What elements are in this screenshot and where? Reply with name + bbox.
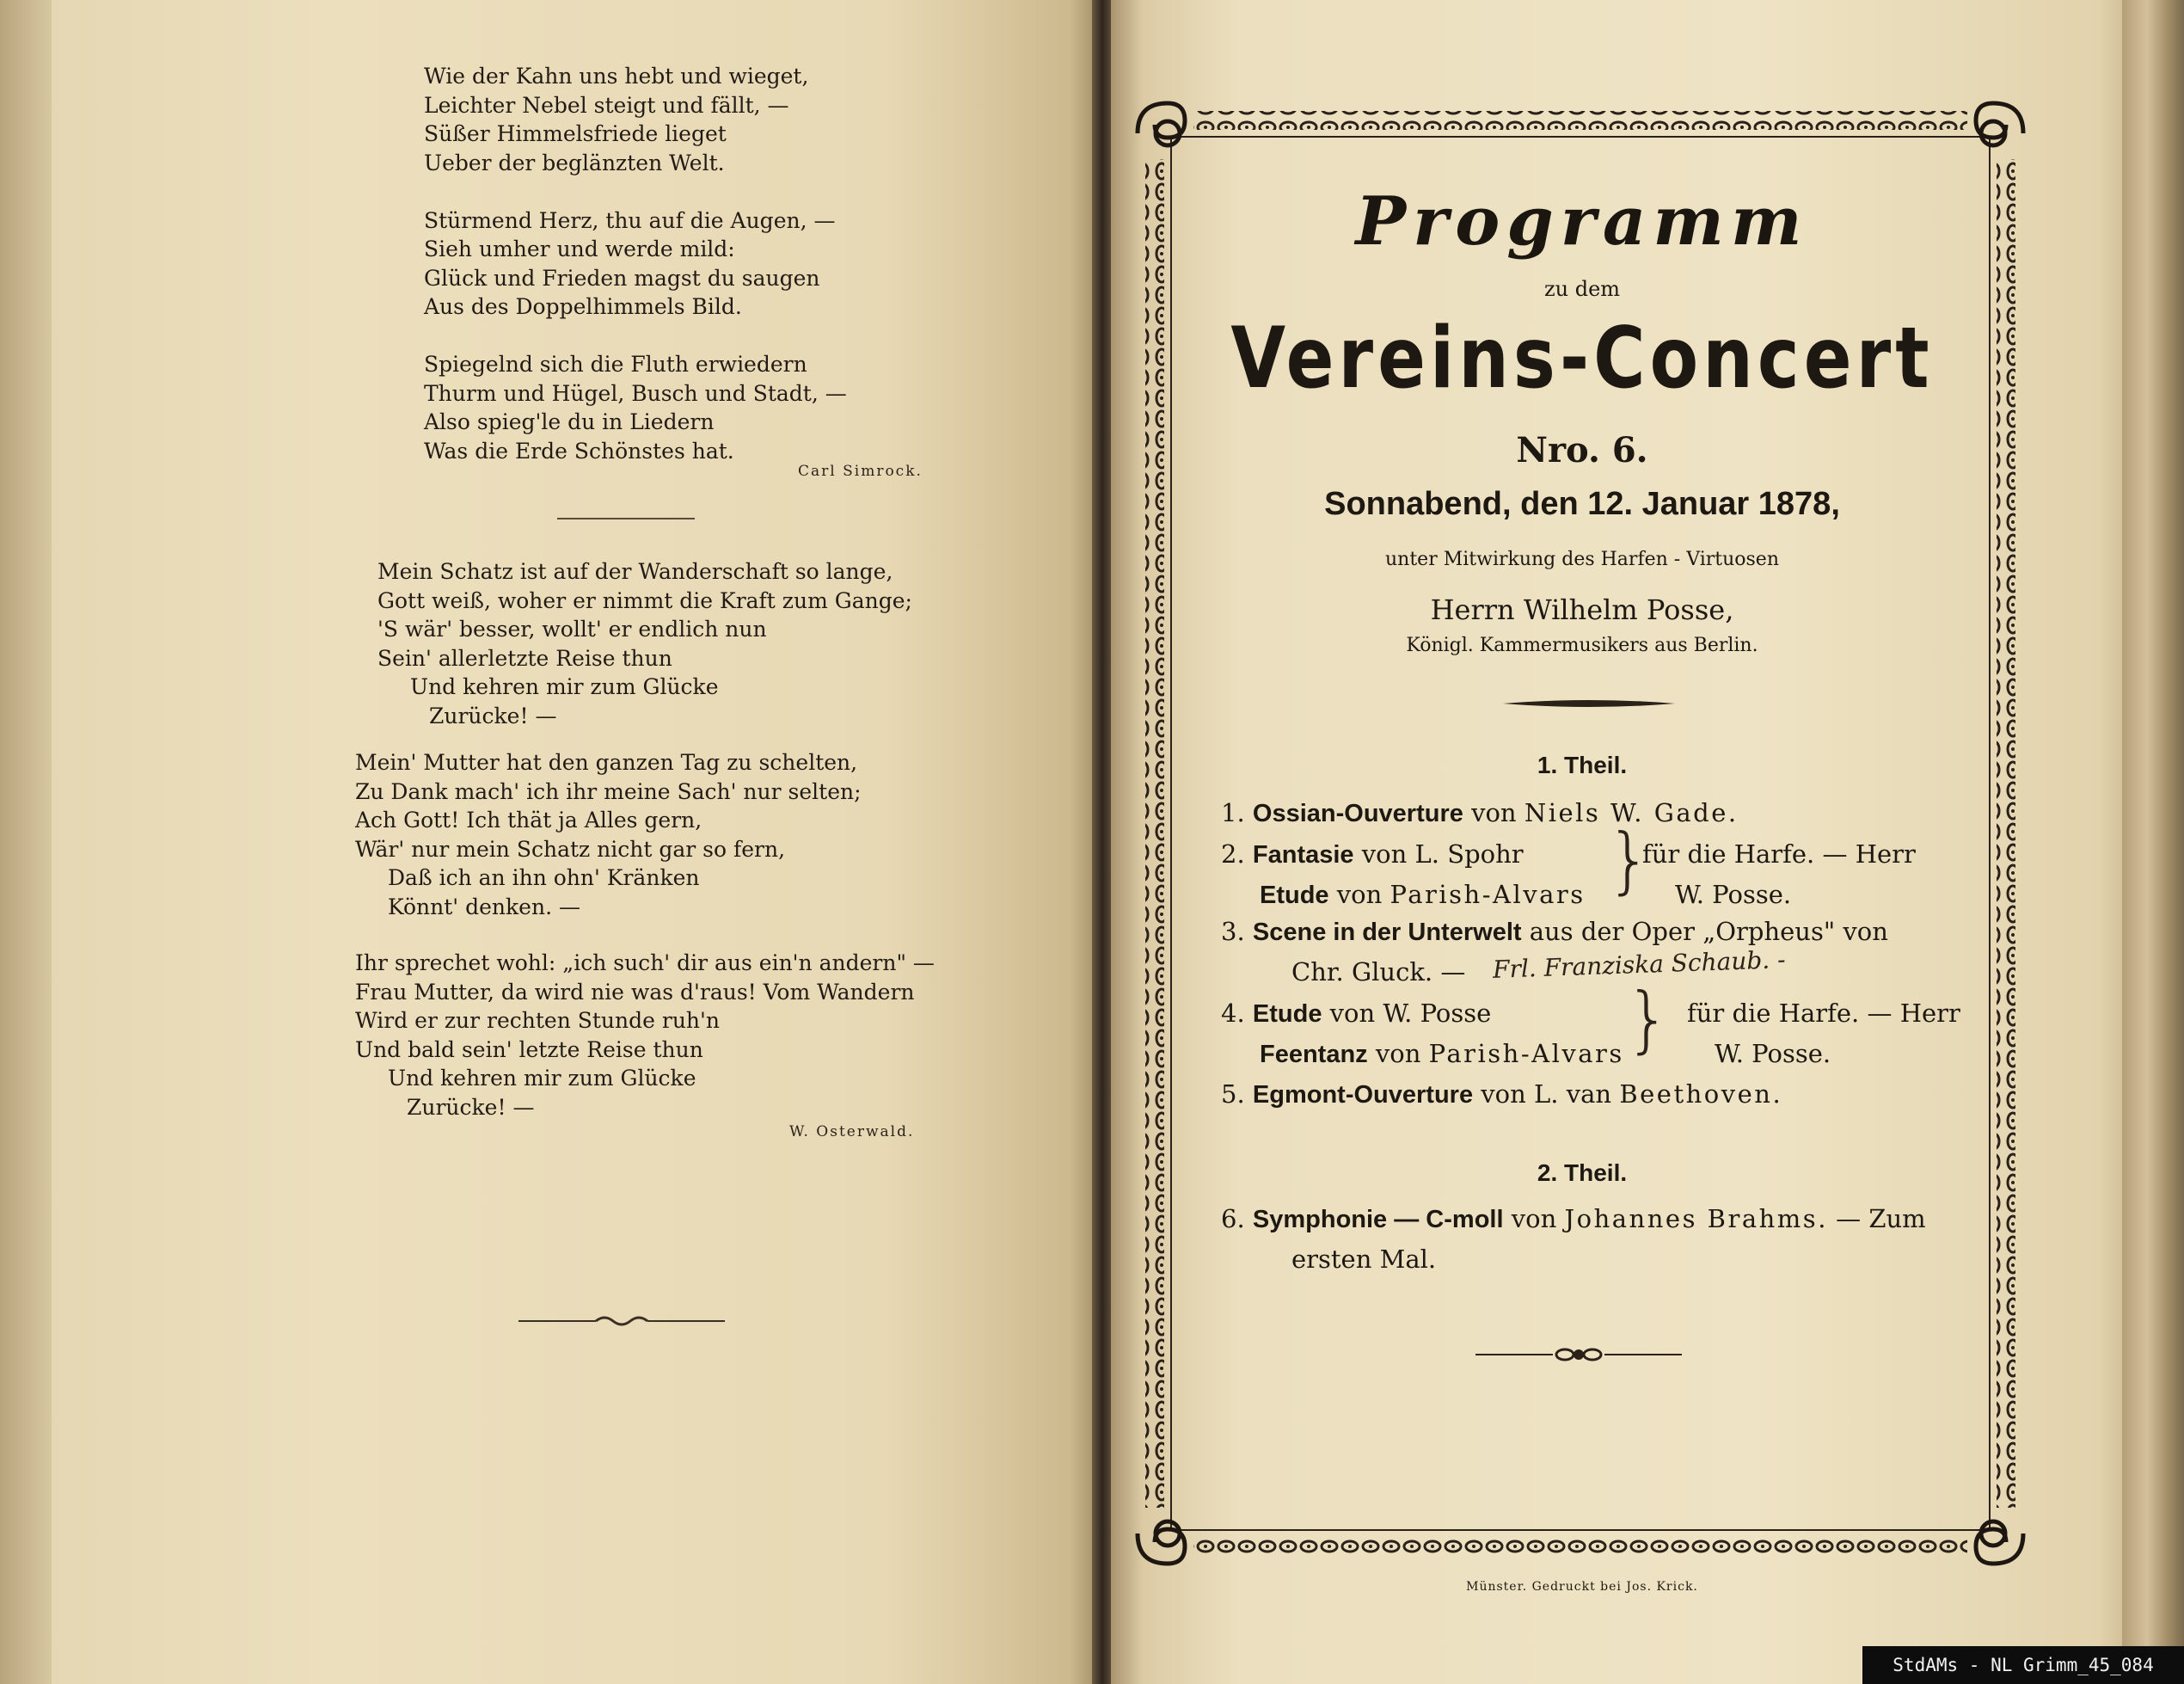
poem-line: Sein' allerletzte Reise thun (377, 645, 672, 671)
ornament-divider-icon (518, 1312, 725, 1330)
program-item-1 (1221, 798, 1739, 828)
handwritten-annotation: Frl. Franziska Schaub. - (1492, 945, 1787, 984)
poem-line: Thurm und Hügel, Busch und Stadt, — (424, 380, 847, 406)
concert-name: Vereins-Concert (1230, 310, 1934, 408)
program-item-3 (1221, 917, 1888, 947)
archive-watermark: StdAMs - NL Grimm_45_084 (1862, 1646, 2184, 1684)
poem-line: Aus des Doppelhimmels Bild. (424, 294, 742, 319)
work-title: Feentanz (1260, 1041, 1368, 1068)
poem-line: Mein Schatz ist auf der Wanderschaft so lange, (377, 559, 893, 584)
poem-simrock (424, 62, 847, 465)
curly-brace-icon: } (1625, 977, 1672, 1061)
program-item-5 (1221, 1079, 1782, 1109)
work-title: Fantasie (1252, 841, 1354, 869)
item-text: aus der Oper „Orpheus" von (1529, 917, 1888, 946)
printer-imprint: Münster. Gedruckt bei Jos. Krick. (1466, 1580, 1698, 1594)
curly-brace-icon: } (1606, 818, 1653, 902)
poem-author: W. Osterwald. (789, 1123, 915, 1140)
program-item-6 (1221, 1204, 1926, 1234)
poem-line: 'S wär' besser, wollt' er endlich nun (377, 617, 767, 642)
poem-line: Mein' Mutter hat den ganzen Tag zu schelten, (355, 750, 858, 775)
item-number: 3. (1221, 917, 1245, 946)
composer-name: Niels W. Gade. (1524, 798, 1739, 827)
program-item-2-second-work (1260, 880, 1586, 910)
item-number: 4. (1221, 999, 1245, 1028)
poem-osterwald-stanza-3 (355, 949, 935, 1122)
program-subtitle: zu dem (1543, 277, 1621, 301)
poem-line: Spiegelnd sich die Fluth erwiedern (424, 352, 807, 377)
work-title: Scene in der Unterwelt (1252, 919, 1522, 946)
item-text: von (1375, 1039, 1421, 1068)
poem-line: Süßer Himmelsfriede lieget (424, 121, 727, 146)
brace-annotation: für die Harfe. — Herr (1687, 999, 1960, 1028)
program-item-3-continued: Chr. Gluck. — (1291, 957, 1466, 986)
poem-line: Leichter Nebel steigt und fällt, — (424, 92, 789, 118)
poem-author: Carl Simrock. (798, 463, 923, 480)
poem-line: Und kehren mir zum Glücke (410, 674, 719, 699)
item-text: von L. van (1481, 1079, 1612, 1109)
composer-name: Parish-Alvars (1390, 880, 1586, 909)
program-title: Programm (1355, 182, 1809, 261)
work-title: Etude (1260, 882, 1329, 909)
work-title: Egmont-Ouverture (1252, 1081, 1474, 1109)
item-text: — Zum (1836, 1204, 1926, 1233)
program-item-4-second-work (1260, 1039, 1624, 1069)
poem-line: Daß ich an ihn ohn' Kränken (388, 865, 700, 890)
poem-line: Was die Erde Schönstes hat. (424, 438, 734, 464)
program-item-4 (1221, 999, 1491, 1029)
poem-line: Gott weiß, woher er nimmt die Kraft zum Gange; (377, 587, 912, 613)
poem-line: Und bald sein' letzte Reise thun (355, 1036, 703, 1062)
poem-line: Frau Mutter, da wird nie was d'raus! Vom Wandern (355, 979, 915, 1005)
composer-name: Johannes Brahms. (1564, 1204, 1828, 1233)
item-number: 2. (1221, 839, 1245, 869)
poem-line: Wär' nur mein Schatz nicht gar so fern, (355, 836, 786, 862)
item-number: 6. (1221, 1204, 1245, 1233)
brace-annotation: für die Harfe. — Herr (1642, 839, 1916, 869)
page-stack-edge (2122, 0, 2184, 1684)
concert-number: Nro. 6. (1516, 430, 1648, 470)
poem-line: Ach Gott! Ich thät ja Alles gern, (355, 808, 702, 833)
section-divider (557, 518, 695, 519)
brace-annotation: W. Posse. (1675, 880, 1792, 909)
item-number: 5. (1221, 1079, 1245, 1109)
ornament-divider-icon (1503, 695, 1675, 712)
poem-osterwald-stanza-1 (377, 557, 912, 730)
performer-role: Königl. Kammermusikers aus Berlin. (1406, 635, 1758, 656)
poem-spacer (424, 322, 847, 351)
poem-line: Glück und Frieden magst du saugen (424, 265, 820, 291)
item-text: von (1471, 798, 1517, 827)
poem-line: Stürmend Herz, thu auf die Augen, — (424, 207, 836, 233)
poem-line: Ihr sprechet wohl: „ich such' dir aus ein'n andern" — (355, 950, 935, 975)
poem-osterwald-stanza-2 (355, 748, 862, 921)
poem-line: Könnt' denken. — (388, 894, 580, 919)
work-title: Symphonie — C-moll (1252, 1206, 1504, 1233)
item-text: von (1511, 1204, 1557, 1233)
poem-line: Zurücke! — (407, 1094, 535, 1120)
ornament-divider-icon (1475, 1346, 1682, 1363)
composer-name: Parish-Alvars (1428, 1039, 1624, 1068)
program-item-2 (1221, 839, 1524, 870)
item-text: von W. Posse (1329, 999, 1492, 1028)
item-number: 1. (1221, 798, 1245, 827)
work-title: Ossian-Ouverture (1252, 800, 1463, 827)
poem-line: Ueber der beglänzten Welt. (424, 150, 725, 175)
poem-line: Wird er zur rechten Stunde ruh'n (355, 1008, 720, 1033)
performer-name: Herrn Wilhelm Posse, (1430, 593, 1734, 626)
section-heading-part-2: 2. Theil. (1537, 1159, 1628, 1186)
poem-line: Also spieg'le du in Liedern (424, 409, 715, 434)
book-gutter (1092, 0, 1113, 1684)
composer-name: Beethoven. (1619, 1079, 1783, 1109)
poem-line: Zurücke! — (429, 703, 557, 728)
item-text: von (1336, 880, 1383, 909)
item-text: von L. Spohr (1361, 839, 1524, 869)
poem-spacer (424, 177, 847, 206)
brace-annotation: W. Posse. (1715, 1039, 1831, 1068)
left-page-edge (0, 0, 52, 1684)
work-title: Etude (1252, 1000, 1322, 1028)
poem-line: Zu Dank mach' ich ihr meine Sach' nur selten; (355, 778, 862, 804)
poem-line: Wie der Kahn uns hebt und wieget, (424, 64, 809, 89)
poem-line: Und kehren mir zum Glücke (388, 1066, 696, 1091)
assistance-line: unter Mitwirkung des Harfen - Virtuosen (1385, 549, 1779, 570)
concert-date: Sonnabend, den 12. Januar 1878, (1324, 486, 1840, 522)
program-item-6-continued: ersten Mal. (1291, 1245, 1437, 1274)
poem-line: Sieh umher und werde mild: (424, 237, 735, 261)
section-heading-part-1: 1. Theil. (1537, 752, 1628, 778)
